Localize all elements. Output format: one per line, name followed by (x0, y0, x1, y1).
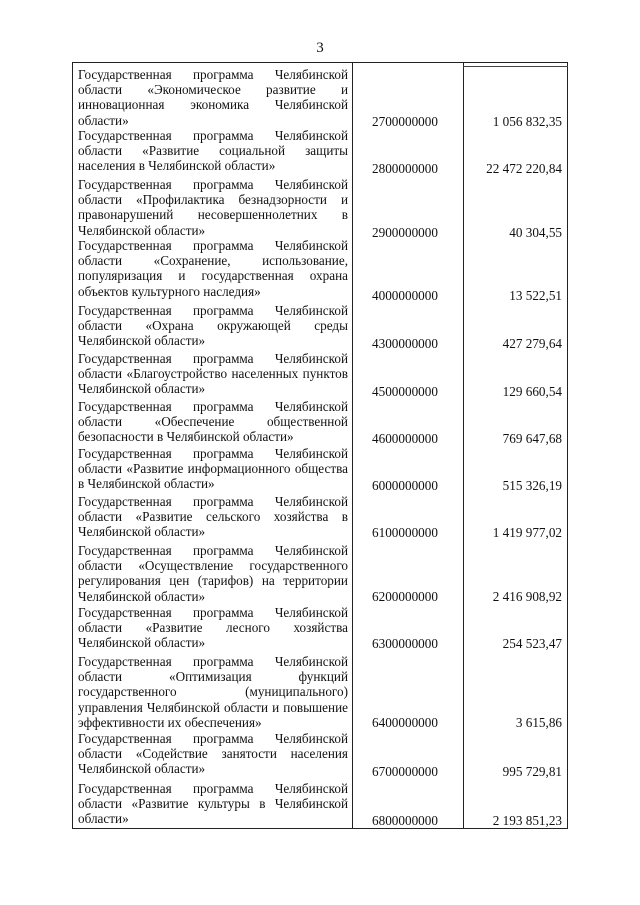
program-name: Государственная программа Челябинской области «Развитие лесного хозяйства Челябинской области» (78, 605, 348, 651)
program-amount: 2 193 851,23 (492, 813, 562, 828)
program-code: 2800000000 (372, 161, 438, 176)
program-amount: 427 279,64 (502, 336, 562, 351)
program-amount: 13 522,51 (509, 288, 562, 303)
program-code: 6000000000 (372, 478, 438, 493)
program-code: 6800000000 (372, 813, 438, 828)
program-amount: 1 056 832,35 (492, 114, 562, 129)
program-code: 4600000000 (372, 431, 438, 446)
program-amount: 3 615,86 (515, 715, 562, 730)
program-amount: 1 419 977,02 (492, 525, 562, 540)
program-name: Государственная программа Челябинской области «Осуществление государственного регулирования цен (тарифов) на территории Челябинской области» (78, 543, 348, 604)
program-code: 6700000000 (372, 764, 438, 779)
program-code: 2900000000 (372, 225, 438, 240)
program-name: Государственная программа Челябинской области «Экономическое развитие и инновационная экономика Челябинской области» (78, 67, 348, 128)
program-code: 6300000000 (372, 636, 438, 651)
program-amount: 769 647,68 (502, 431, 562, 446)
program-amount: 40 304,55 (509, 225, 562, 240)
program-name: Государственная программа Челябинской области «Профилактика безнадзорности и правонарушений несовершеннолетних в Челябинской области» (78, 177, 348, 238)
program-amount: 995 729,81 (502, 764, 562, 779)
program-code: 2700000000 (372, 114, 438, 129)
program-name: Государственная программа Челябинской области «Развитие сельского хозяйства в Челябинской области» (78, 494, 348, 540)
program-name: Государственная программа Челябинской области «Содействие занятости населения Челябинской области» (78, 731, 348, 777)
program-name: Государственная программа Челябинской области «Развитие культуры в Челябинской области» (78, 781, 348, 827)
program-code: 4000000000 (372, 288, 438, 303)
program-name: Государственная программа Челябинской области «Сохранение, использование, популяризация и государственная охрана объектов культурного наследия» (78, 238, 348, 299)
program-name: Государственная программа Челябинской области «Охрана окружающей среды Челябинской области» (78, 303, 348, 349)
program-name: Государственная программа Челябинской области «Оптимизация функций государственного (муниципального) управления Челябинской области и повышение эффективности их обеспечения» (78, 654, 348, 730)
program-name: Государственная программа Челябинской области «Благоустройство населенных пунктов Челябинской области» (78, 351, 348, 397)
program-code: 6400000000 (372, 715, 438, 730)
program-name: Государственная программа Челябинской области «Обеспечение общественной безопасности в Челябинской области» (78, 399, 348, 445)
program-code: 4500000000 (372, 384, 438, 399)
program-code: 4300000000 (372, 336, 438, 351)
program-amount: 22 472 220,84 (486, 161, 562, 176)
program-amount: 515 326,19 (502, 478, 562, 493)
program-code: 6100000000 (372, 525, 438, 540)
program-code: 6200000000 (372, 589, 438, 604)
header-rule (463, 66, 568, 67)
page-number: 3 (316, 40, 324, 56)
program-amount: 129 660,54 (502, 384, 562, 399)
program-amount: 2 416 908,92 (492, 589, 562, 604)
program-amount: 254 523,47 (502, 636, 562, 651)
program-name: Государственная программа Челябинской области «Развитие социальной защиты населения в Челябинской области» (78, 128, 348, 174)
program-name: Государственная программа Челябинской области «Развитие информационного общества в Челябинской области» (78, 446, 348, 492)
column-divider-code (352, 62, 353, 829)
